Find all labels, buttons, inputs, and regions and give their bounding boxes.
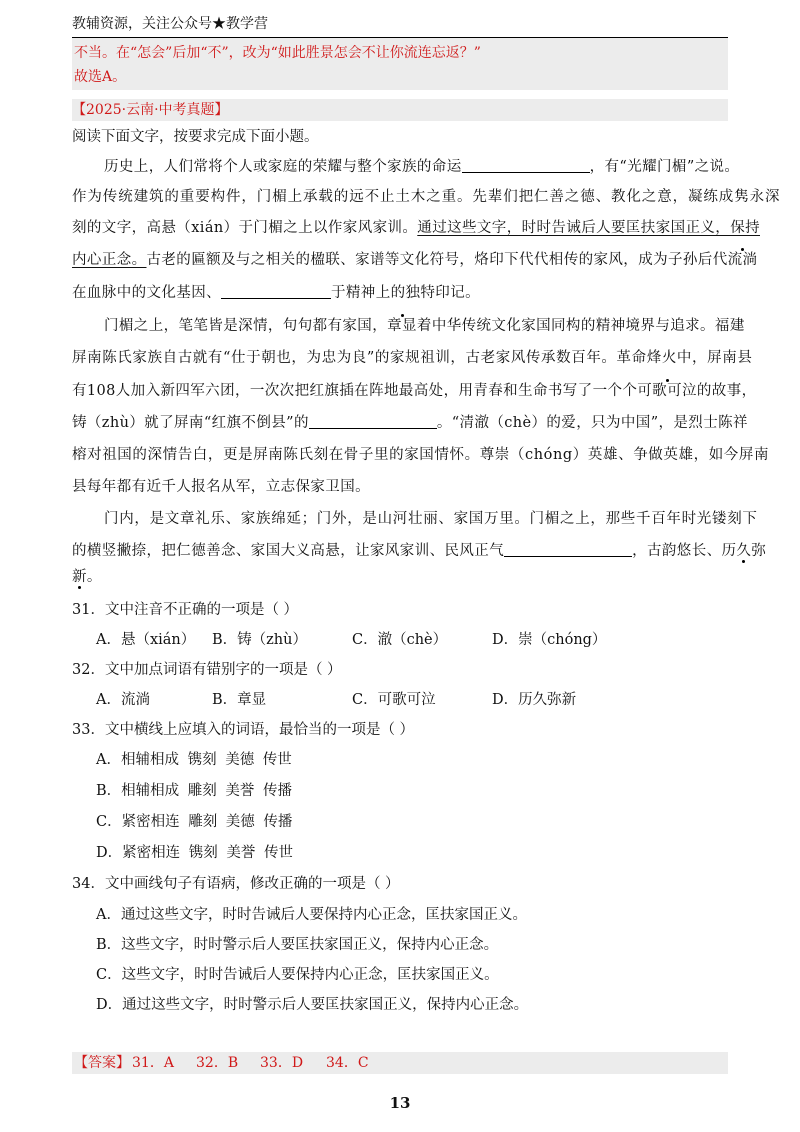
instruction: 阅读下面文字，按要求完成下面小题。 — [72, 129, 319, 145]
passage-line: 榕对祖国的深情告白，更是屏南陈氏刻在骨子里的家国情怀。尊崇（chóng）英雄、争做英雄，如今屏南 — [72, 447, 770, 463]
fill-blank-3 — [309, 413, 437, 429]
underlined-sentence: 内心正念。 — [72, 252, 147, 268]
source-tag-text: 【2025·云南·中考真题】 — [72, 102, 229, 118]
option: A．通过这些文字，时时告诫后人要保持内心正念，匡扶家国正义。 — [96, 907, 527, 923]
option: B．相辅相成 雕刻 美誉 传播 — [96, 783, 292, 799]
page-header — [72, 14, 728, 38]
source-tag — [72, 99, 728, 121]
passage-line: 屏南陈氏家族自古就有“仕于朝也，为忠为良”的家规祖训，古老家风传承数百年。革命烽火中，屏南县 — [72, 350, 753, 366]
passage-line: 门楣之上，笔笔皆是深情，句句都有家国，章显着中华传统文化家国同构的精神境界与追求。福建 — [104, 318, 745, 334]
option: D．紧密相连 镌刻 美誉 传世 — [96, 845, 293, 861]
dotted-word: 流淌 — [727, 252, 758, 268]
passage-line: 刻的文字，高悬（xián）于门楣之上以作家风家训。通过这些文字，时时告诫后人要匡扶家国正义，保持 — [72, 220, 760, 236]
passage-line: 历史上，人们常将个人或家庭的荣耀与整个家族的命运 ，有“光耀门楣”之说。 — [104, 159, 740, 175]
fill-blank-4 — [504, 541, 632, 557]
passage-line: 铸（zhù）就了屏南“红旗不倒县”的 。“清澈（chè）的爱，只为中国”，是烈士陈祥 — [72, 415, 748, 431]
question-stem: 33．文中横线上应填入的词语，最恰当的一项是（ ） — [72, 722, 415, 738]
option: C．这些文字，时时告诫后人要保持内心正念，匡扶家国正义。 — [96, 967, 499, 983]
question-stem: 32．文中加点词语有错别字的一项是（ ） — [72, 662, 342, 678]
page-number: 13 — [389, 1094, 411, 1112]
option: A．悬（xián） — [96, 632, 196, 648]
explanation-line: 故选A。 — [74, 69, 127, 85]
dotted-word: 章显 — [387, 318, 417, 334]
fill-blank-1 — [462, 157, 590, 173]
passage-line: 作为传统建筑的重要构件，门楣上承载的远不止土木之重。先辈们把仁善之德、教化之意，凝练成隽永深 — [72, 189, 781, 205]
question-stem: 34．文中画线句子有语病，修改正确的一项是（ ） — [72, 876, 400, 892]
header-text: 教辅资源，关注公众号★教学营 — [72, 16, 268, 32]
option: B．这些文字，时时警示后人要匡扶家国正义，保持内心正念。 — [96, 937, 499, 953]
passage-line: 有108人加入新四军六团，一次次把红旗插在阵地最高处，用青春和生命书写了一个个可歌可泣的故事， — [72, 383, 757, 399]
option: C．澈（chè） — [352, 632, 448, 648]
underlined-sentence: 通过这些文字，时时告诫后人要匡扶家国正义，保持 — [417, 220, 760, 236]
dotted-word: 历久弥 — [721, 543, 767, 559]
option: A．相辅相成 镌刻 美德 传世 — [96, 752, 292, 768]
dotted-word: 新 — [72, 569, 87, 585]
fill-blank-2 — [221, 283, 331, 299]
option: A．流淌 — [96, 692, 150, 708]
option-row — [0, 630, 800, 650]
passage-line: 在血脉中的文化基因、 于精神上的独特印记。 — [72, 285, 480, 301]
answer-item: 32．B — [196, 1055, 239, 1071]
option: B．铸（zhù） — [212, 632, 307, 648]
passage-line: 的横竖撇捺，把仁德善念、家国大义高悬，让家风家训、民风正气 ，古韵悠长、历久弥 — [72, 543, 767, 559]
passage-line: 内心正念。古老的匾额及与之相关的楹联、家谱等文化符号，烙印下代代相传的家风，成为子孙后代流淌 — [72, 252, 758, 268]
option: C．紧密相连 雕刻 美德 传播 — [96, 814, 293, 830]
option: D．通过这些文字，时时警示后人要匡扶家国正义，保持内心正念。 — [96, 997, 529, 1013]
question-stem: 31．文中注音不正确的一项是（ ） — [72, 602, 299, 618]
passage-line: 县每年都有近千人报名从军，立志保家卫国。 — [72, 479, 370, 495]
passage-line: 新。 — [72, 569, 102, 585]
option: D．崇（chóng） — [492, 632, 607, 648]
answer-item: 34．C — [326, 1055, 369, 1071]
option: D．历久弥新 — [492, 692, 577, 708]
dotted-word: 可歌可泣 — [637, 383, 697, 399]
option: C．可歌可泣 — [352, 692, 436, 708]
answer-item: 31．A — [132, 1055, 174, 1071]
answer-item: 33．D — [260, 1055, 304, 1071]
answer-label: 【答案】 — [74, 1055, 130, 1071]
passage-line: 门内，是文章礼乐、家族绵延；门外，是山河壮丽、家国万里。门楣之上，那些千百年时光镂刻下 — [104, 511, 758, 527]
option-row — [0, 690, 800, 710]
previous-explanation-box — [72, 38, 728, 90]
answer-bar — [72, 1052, 728, 1074]
explanation-line: 不当。在“怎会”后加“不”，改为“如此胜景怎会不让你流连忘返？” — [74, 45, 481, 61]
option: B．章显 — [212, 692, 267, 708]
